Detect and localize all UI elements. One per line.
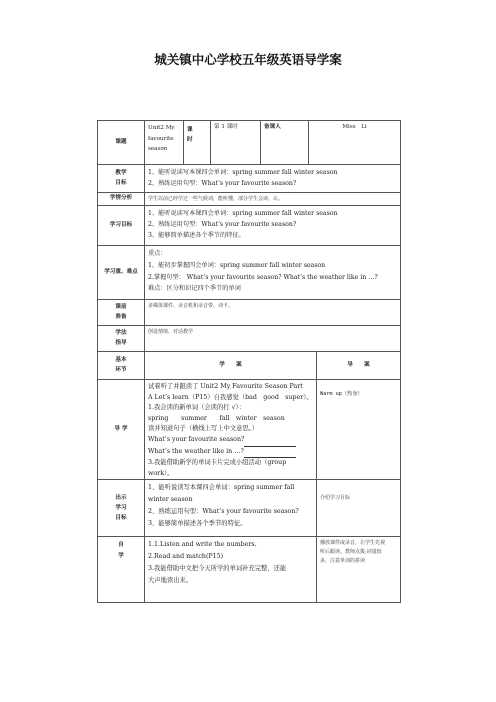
analysis-label: 学情分析 [109, 195, 133, 202]
method-row [98, 325, 400, 351]
show-goals-label: 出示 学习 目标 [115, 495, 127, 521]
study-goals-content: 1、能听说读写本课四会单词：spring summer fall winter season 2、熟练运用句型：What’s your favourite season? 3、能够简单描述各个季节的特征。 [144, 206, 400, 245]
guide-step-label: 导 学 [114, 425, 128, 432]
goals-label: 教学 目标 [115, 170, 127, 186]
show-goals-row [98, 479, 400, 536]
plan-label: 学 案 [144, 352, 316, 379]
answer-blank [244, 435, 296, 447]
goals-content: 1、能听说读写本课四会单词：spring summer fall winter season 2、熟练运用句型：What’s your favourite season? [144, 165, 400, 192]
prep-row [98, 299, 400, 325]
key-points-content: 重点： 1、能初步掌握四会单词：spring summer fall winter season 2.掌握句型： What’s your favourite season? What’s the weather like in …? 难点：区分和识记四个季节的单词 [144, 246, 400, 299]
analysis-text: 学生以前已经学过一些气候词，能听懂，部分学生会读、认。 [144, 193, 400, 205]
preparer-label: 备课人 [260, 121, 308, 164]
method-text: 创设情境、对话教学 [144, 326, 400, 351]
self-study-label: 自 学 [118, 542, 124, 559]
key-points-label: 学习重、难点 [104, 268, 138, 275]
study-goals-row [98, 205, 400, 245]
guide-step-row [98, 379, 400, 479]
step-label: 基本 环节 [115, 357, 127, 373]
self-study-content: 1.1.Listen and write the numbers. 2.Read and match(P15) 3.我能借助中文把今天所学的单词补充完整，还能 大声地读出来。 [144, 537, 316, 602]
header-row [98, 121, 400, 164]
guide-label: 导 案 [316, 352, 400, 379]
plan-header-row [98, 351, 400, 379]
prep-text: 多媒体课件、录音机和录音带、词卡。 [144, 300, 400, 325]
lesson-plan-table [97, 120, 401, 603]
preparer-value: Miss Li [308, 121, 400, 164]
topic-value: Unit2 My favourite season [144, 121, 183, 164]
show-goals-guide: 介绍学习目标 [316, 480, 400, 536]
analysis-row [98, 192, 400, 205]
self-study-row [98, 536, 400, 602]
study-goals-label: 学习目标 [109, 221, 133, 228]
page-title: 城关镇中心学校五年级英语导学案 [154, 52, 342, 67]
prep-label: 课前 准备 [115, 304, 127, 320]
key-points-row [98, 245, 400, 299]
topic-label: 课题 [115, 138, 127, 145]
answer-blank [244, 447, 296, 459]
period-label: 课 时 [183, 121, 210, 164]
guide-step-guide: Warm up（热身） [316, 380, 400, 479]
self-study-guide: 播放课件或录音，让学生先视 听后跟读。教师点拨;词量较 多，注意单词的拼读 [316, 537, 400, 602]
guide-step-content: 试着听了并跟读了 Unit2 My Favourite Season Part A Let’s learn（P15）自我感觉（bad good super）。 1.我会读的新单词（会读的打 √）： spring summer fall winter season 读并知道句子（横线上写上中文意思。） What’s your favourite season? What’s the weather like in …? 3.我能借助新学的单词卡片完成小组活动（group work）。 [144, 380, 316, 479]
goals-row [98, 164, 400, 192]
show-goals-content: 1、能听说读写本课四会单词：spring summer fall winter season 2、熟练运用句型：What’s your favourite season? 3、能够简单描述各个季节的特征。 [144, 480, 316, 536]
period-value: 第 1 课时 [210, 121, 260, 164]
method-label: 学法 指导 [115, 330, 127, 346]
